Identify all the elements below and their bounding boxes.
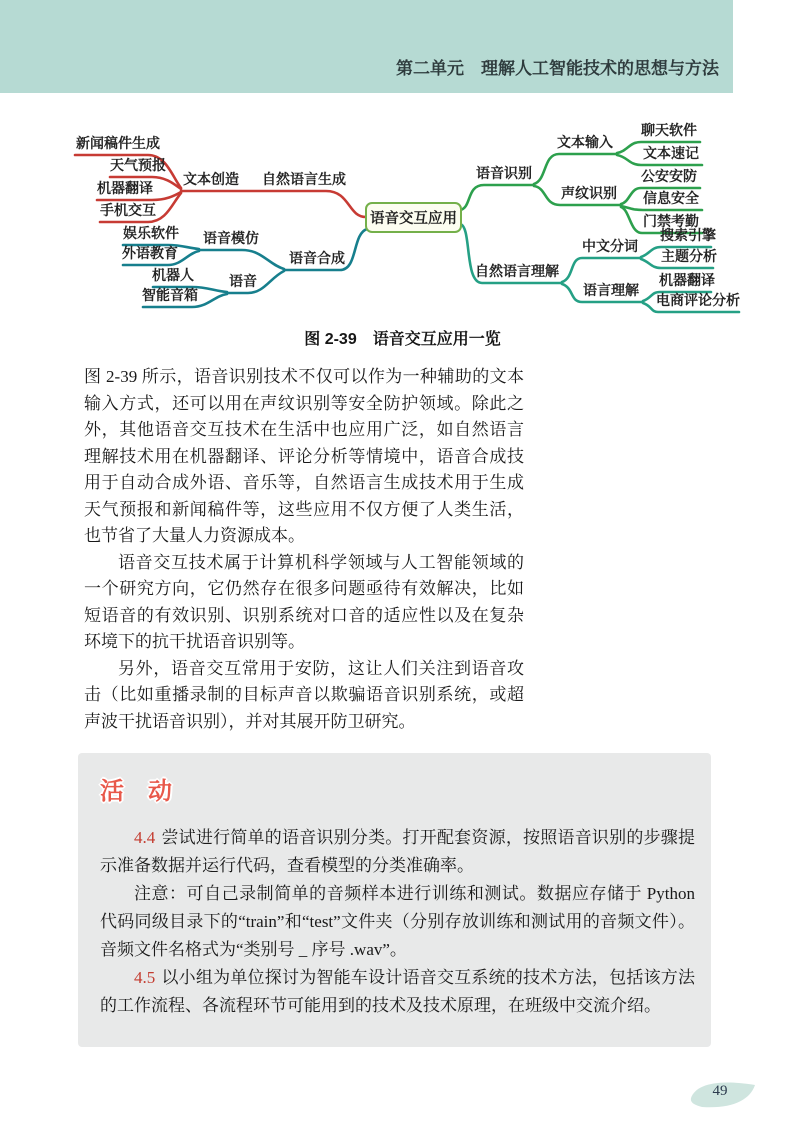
mindmap-leaf-ecommerce-review-analysis: 电商评论分析 [656,294,740,309]
activity-text-4-5: 以小组为单位探讨为智能车设计语音交互系统的技术方法，包括该方法的工作流程、各流程环节可能用到的技术及技术原理，在班级中交流介绍。 [100,968,695,1015]
mindmap-node-language-understanding: 语言理解 [583,284,639,299]
activity-text-4-4: 尝试进行简单的语音识别分类。打开配套资源，按照语音识别的步骤提示准备数据并运行代码，查看模型的分类准确率。 [100,828,695,875]
mindmap-branch-speech-recognition: 语音识别 [476,167,532,182]
activity-item-4-5 [100,964,695,1020]
mindmap-leaf-topic-analysis: 主题分析 [661,250,717,265]
activity-title: 活 动 [100,778,172,805]
activity-box [78,753,711,1047]
activity-item-4-4 [100,824,695,880]
mindmap-leaf-phone-interaction: 手机交互 [100,204,156,219]
mindmap-leaf-entertainment-software: 娱乐软件 [123,227,179,242]
mindmap-leaf-information-security: 信息安全 [643,192,699,207]
mindmap-branch-nlg: 自然语言生成 [262,173,346,188]
mindmap-leaf-smart-speaker: 智能音箱 [142,289,198,304]
unit-header: 第二单元 理解人工智能技术的思想与方法 [396,59,719,78]
header-band [0,0,733,93]
mindmap-leaf-chat-software: 聊天软件 [641,124,697,139]
mindmap-leaf-robot: 机器人 [152,269,194,284]
figure-caption: 图 2-39 语音交互应用一览 [304,331,501,348]
mindmap-node-text-creation: 文本创造 [183,173,239,188]
mindmap-center-node: 语音交互应用 [365,202,462,233]
activity-note: 注意：可自己录制简单的音频样本进行训练和测试。数据应存储于 Python 代码同级目录下的“train”和“test”文件夹（分别存放训练和测试用的音频文件）。音频文件名格式为“类别号 _ 序号 .wav”。 [100,884,695,959]
activity-number-4-5: 4.5 [134,968,156,987]
mindmap-leaf-weather-forecast: 天气预报 [110,159,166,174]
mindmap-leaf-public-security: 公安安防 [641,170,697,185]
paragraph-3: 另外，语音交互常用于安防，这让人们关注到语音攻击（比如重播录制的目标声音以欺骗语音识别系统，或超声波干扰语音识别），并对其展开防卫研究。 [84,658,524,731]
mindmap-branch-speech-synthesis: 语音合成 [289,252,345,267]
mindmap-figure [0,118,805,333]
mindmap-leaf-machine-translation-right: 机器翻译 [659,274,715,289]
mindmap-node-voiceprint-recognition: 声纹识别 [561,187,617,202]
mindmap-branch-nlu: 自然语言理解 [475,265,559,280]
mindmap-leaf-news-generation: 新闻稿件生成 [76,137,160,152]
mindmap-leaf-foreign-language-education: 外语教育 [122,247,178,262]
mindmap-leaf-access-attendance: 门禁考勤 [643,215,699,230]
mindmap-leaf-machine-translation-left: 机器翻译 [97,182,153,197]
mindmap-node-chinese-word-segmentation: 中文分词 [582,240,638,255]
page-number-badge [688,1076,758,1112]
mindmap-leaf-search-engine: 搜索引擎 [660,229,716,244]
body-text [84,364,524,735]
activity-number-4-4: 4.4 [134,828,156,847]
paragraph-2: 语音交互技术属于计算机科学领域与人工智能领域的一个研究方向，它仍然存在很多问题亟待有效解决，比如短语音的有效识别、识别系统对口音的适应性以及在复杂环境下的抗干扰语音识别等。 [84,552,524,651]
mindmap-node-voice: 语音 [229,275,257,290]
mindmap-node-voice-imitation: 语音模仿 [203,232,259,247]
page-number: 49 [712,1083,728,1099]
paragraph-1: 图 2-39 所示，语音识别技术不仅可以作为一种辅助的文本输入方式，还可以用在声纹识别等安全防护领域。除此之外，其他语音交互技术在生活中也应用广泛，如自然语言理解技术用在机器翻译、评论分析等情境中，语音合成技用于自动合成外语、音乐等，自然语言生成技术用于生成天气预报和新闻稿件等，这些应用不仅方便了人类生活，也节省了大量人力资源成本。 [84,367,524,545]
mindmap-node-text-input: 文本输入 [557,136,613,151]
mindmap-leaf-text-shorthand: 文本速记 [643,147,699,162]
